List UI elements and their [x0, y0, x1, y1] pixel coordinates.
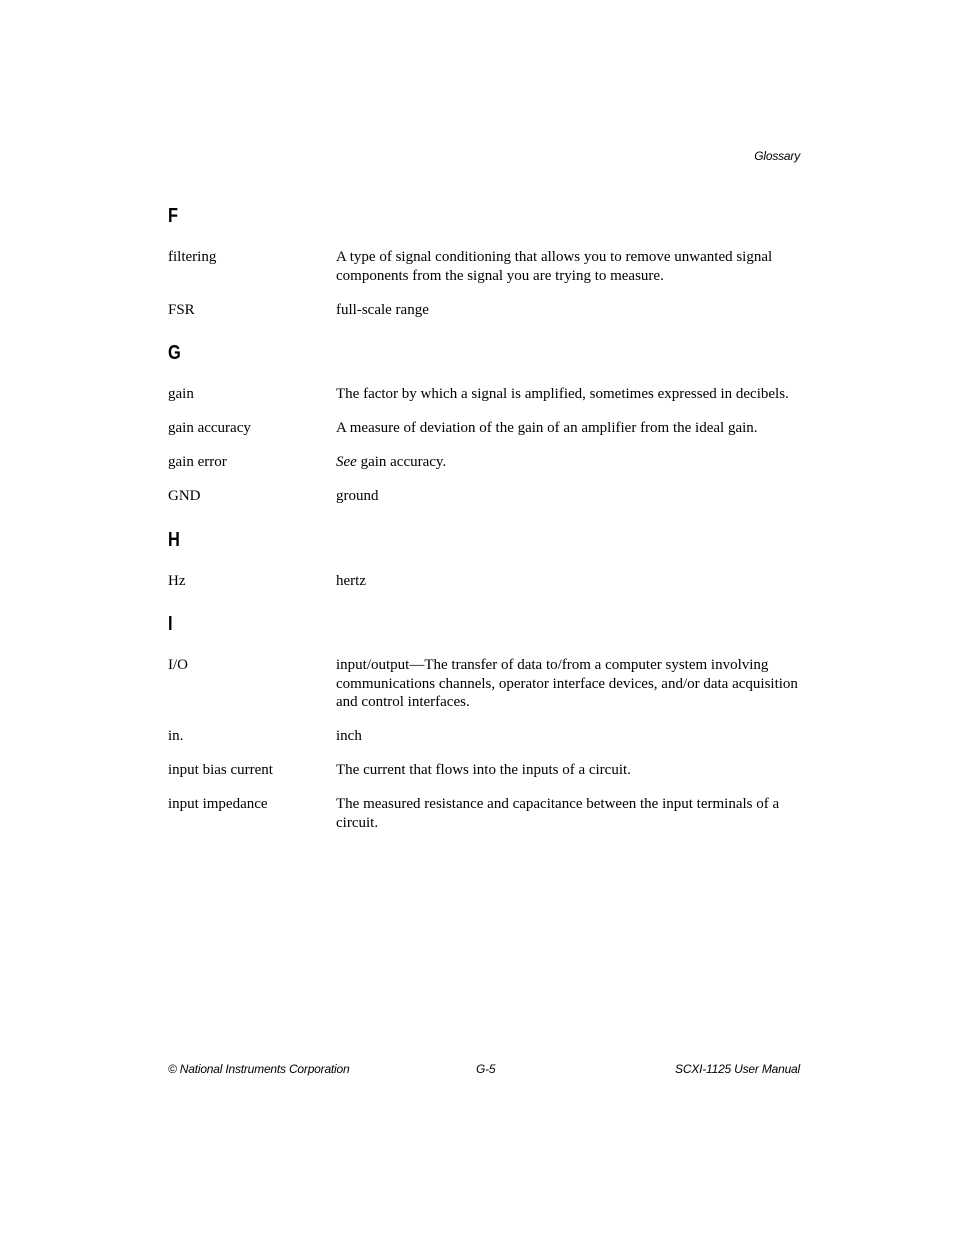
section-h: [168, 528, 804, 591]
section-letter: G: [168, 342, 181, 364]
glossary-definition: ground: [336, 488, 379, 504]
glossary-entry: [168, 248, 804, 285]
glossary-definition: inch: [336, 728, 362, 744]
glossary-term: gain: [168, 386, 194, 402]
glossary-term: Hz: [168, 572, 186, 589]
section-letter: F: [168, 205, 179, 227]
glossary-definition: The factor by which a signal is amplified, sometimes expressed in decibels.: [336, 386, 789, 402]
glossary-entry: [168, 487, 804, 506]
section-g: [168, 341, 804, 506]
glossary-definition: A measure of deviation of the gain of an amplifier from the ideal gain.: [336, 420, 758, 436]
glossary-content: [168, 204, 804, 854]
section-letter: H: [168, 528, 180, 551]
footer-copyright: © National Instruments Corporation: [168, 1062, 350, 1076]
glossary-entry: [168, 727, 804, 746]
glossary-entry: [168, 656, 804, 712]
glossary-term: gain error: [168, 454, 227, 470]
glossary-term: FSR: [168, 301, 195, 318]
section-letter: I: [168, 613, 173, 635]
glossary-entry: [168, 572, 804, 591]
glossary-entry: [168, 385, 804, 404]
glossary-definition: The current that flows into the inputs of a circuit.: [336, 762, 631, 778]
glossary-entry: [168, 453, 804, 472]
glossary-term: in.: [168, 728, 184, 744]
glossary-definition: [336, 453, 804, 472]
section-i: [168, 612, 804, 832]
glossary-definition: full-scale range: [336, 301, 429, 318]
glossary-definition: input/output—The transfer of data to/from a computer system involving communications channels, operator interface devices, and/or data acquisition and control interfaces.: [336, 657, 798, 710]
footer-manual-title: SCXI-1125 User Manual: [675, 1062, 800, 1076]
glossary-definition: A type of signal conditioning that allows you to remove unwanted signal components from the signal you are trying to measure.: [336, 249, 773, 284]
glossary-term: GND: [168, 488, 201, 504]
running-head: Glossary: [754, 149, 800, 163]
glossary-entry: [168, 301, 804, 320]
footer-page-number: G-5: [476, 1062, 496, 1076]
glossary-term: gain accuracy: [168, 420, 251, 436]
glossary-term: filtering: [168, 249, 217, 265]
section-f: [168, 204, 804, 319]
see-reference-target: gain accuracy.: [356, 454, 447, 470]
glossary-entry: [168, 795, 804, 832]
glossary-entry: [168, 419, 804, 438]
glossary-term: I/O: [168, 657, 188, 673]
glossary-definition: The measured resistance and capacitance between the input terminals of a circuit.: [336, 796, 780, 831]
glossary-term: input bias current: [168, 762, 273, 778]
glossary-entry: [168, 761, 804, 780]
glossary-definition: hertz: [336, 572, 366, 589]
glossary-term: input impedance: [168, 796, 268, 812]
see-reference: See: [336, 454, 357, 470]
